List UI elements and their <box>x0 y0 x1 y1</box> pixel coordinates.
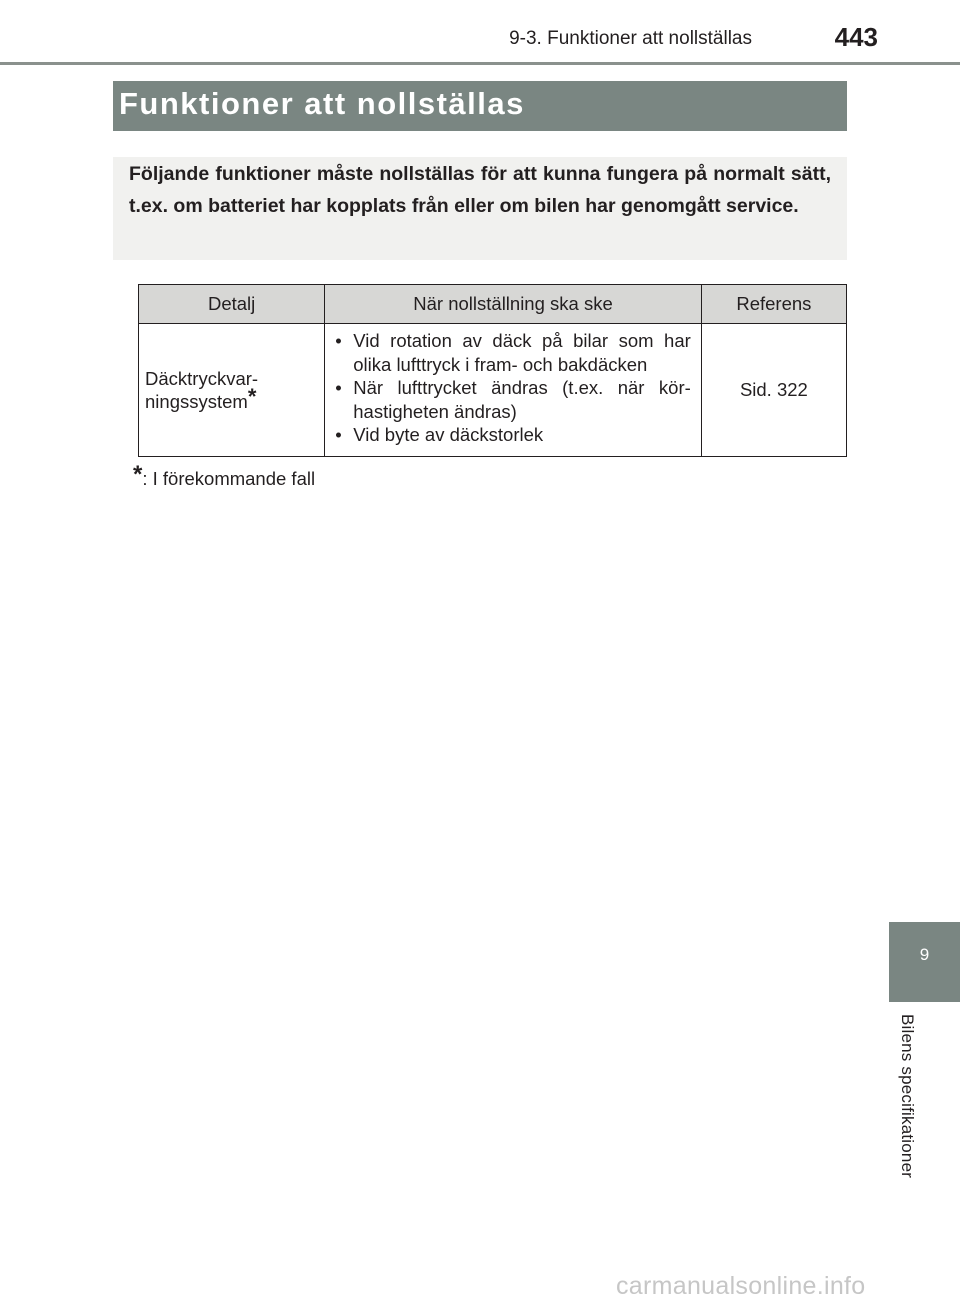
list-item: • Vid rotation av däck på bilar som har olika lufttryck i fram- och bakdäcken <box>335 329 691 376</box>
conditions-list <box>335 329 691 447</box>
detail-cell <box>139 324 325 457</box>
chapter-tab <box>889 922 960 1002</box>
table-header-when: När nollställning ska ske <box>325 285 702 324</box>
table-header-row <box>139 285 847 324</box>
page-number: 443 <box>834 22 878 52</box>
chapter-number: 9 <box>919 945 930 964</box>
when-cell <box>325 324 702 457</box>
reference-cell: Sid. 322 <box>701 324 846 457</box>
chapter-label: Bilens specifikationer <box>898 1014 917 1179</box>
footnote-star: * <box>133 461 143 488</box>
list-item: • Vid byte av däckstorlek <box>335 423 691 447</box>
table-row <box>139 324 847 457</box>
detail-line-2: ningssystem <box>145 390 248 412</box>
reset-functions-table <box>138 284 847 457</box>
footnote-text: : I förekommande fall <box>142 468 316 489</box>
table-header-detail: Detalj <box>139 285 325 324</box>
title-bar <box>113 81 847 131</box>
list-item: • När lufttrycket ändras (t.ex. när kör-hastigheten ändras) <box>335 376 691 423</box>
page-title: Funktioner att nollställas <box>119 86 525 121</box>
watermark: carmanualsonline.info <box>616 1272 866 1300</box>
detail-line-1: Däcktryckvar- <box>145 367 259 389</box>
table-header-reference: Referens <box>701 285 846 324</box>
footnote-marker: * <box>247 383 257 409</box>
header-section-title: 9-3. Funktioner att nollställas <box>509 28 752 49</box>
footnote <box>133 461 316 490</box>
intro-text: Följande funktioner måste nollställas för att kunna fungera på normalt sätt, t.ex. om batteriet har kopplats från eller om bilen har genomgått service. <box>129 163 831 217</box>
detail-text <box>145 368 258 412</box>
header-divider <box>0 62 960 65</box>
intro-box <box>113 157 847 260</box>
